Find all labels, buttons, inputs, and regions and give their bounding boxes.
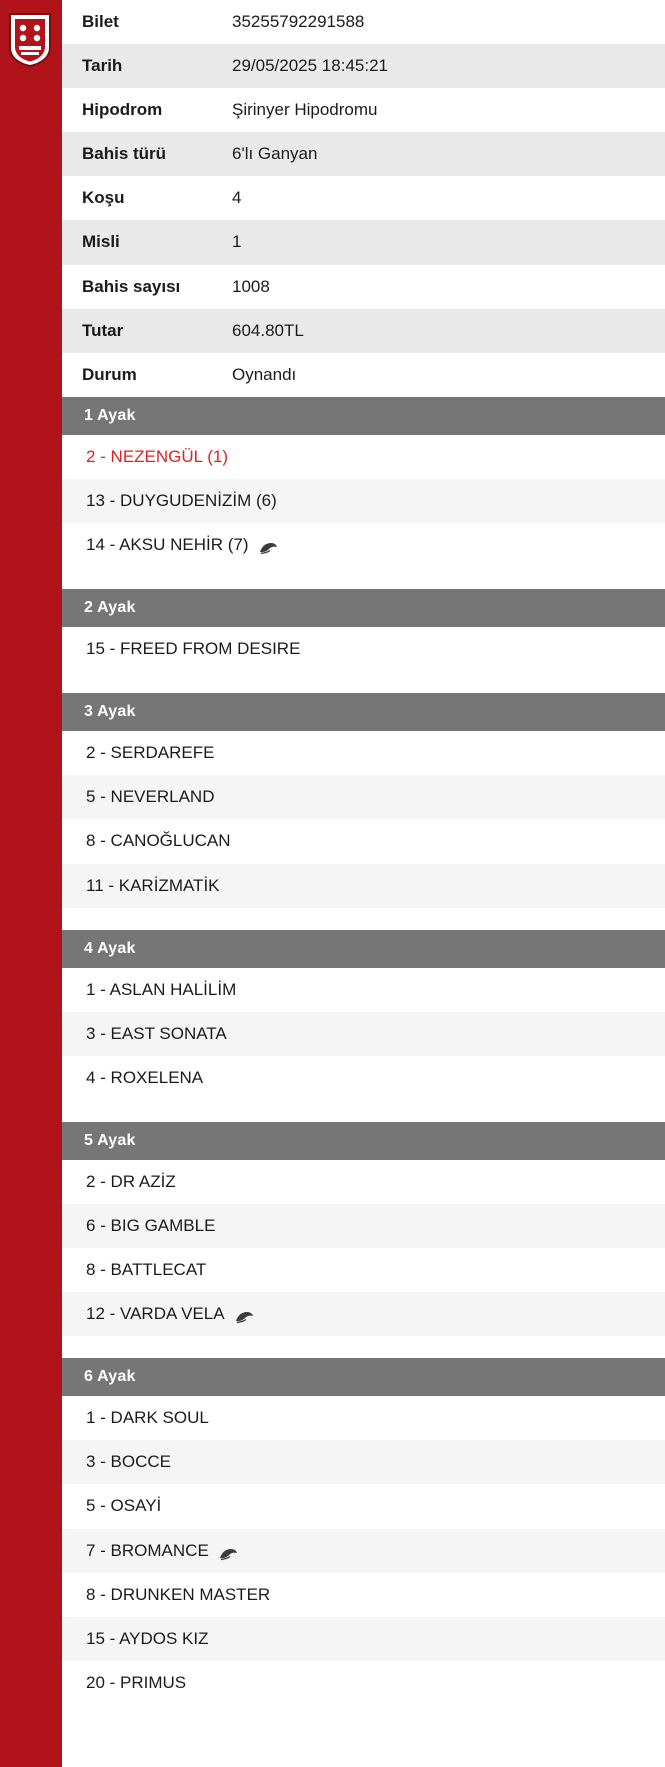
list-item[interactable] (62, 1529, 665, 1573)
info-value: 35255792291588 (232, 12, 365, 31)
list-item[interactable] (62, 1292, 665, 1336)
leg-section (62, 930, 665, 1100)
table-row (62, 0, 665, 44)
leg-header: 1 Ayak (62, 397, 665, 435)
info-value: 6'lı Ganyan (232, 144, 318, 164)
info-label: Bilet (82, 12, 119, 31)
table-row (62, 132, 665, 176)
ticket-content (62, 0, 665, 1767)
info-label: Hipodrom (82, 100, 163, 120)
horse-name: 14 - AKSU NEHİR (7) (86, 535, 249, 555)
horse-name: 1 - DARK SOUL (86, 1408, 209, 1428)
leg-section (62, 1358, 665, 1705)
horse-name: 20 - PRIMUS (86, 1672, 187, 1692)
horse-name: 5 - OSAYİ (86, 1496, 162, 1516)
list-item[interactable] (62, 731, 665, 775)
info-value: Oynandı (232, 364, 297, 384)
info-label: Tarih (82, 56, 123, 76)
horse-name: 3 - EAST SONATA (86, 1023, 227, 1043)
horse-name: 2 - SERDAREFE (86, 743, 215, 763)
table-row (62, 265, 665, 309)
leg-header: 4 Ayak (62, 930, 665, 968)
leg-spacer (62, 567, 665, 589)
table-row (62, 88, 665, 132)
list-item[interactable] (62, 627, 665, 671)
leg-header: 2 Ayak (62, 589, 665, 627)
leg-header: 3 Ayak (62, 693, 665, 731)
list-item[interactable] (62, 1573, 665, 1617)
horse-name: 15 - FREED FROM DESIRE (86, 639, 301, 659)
horse-name: 2 - DR AZİZ (86, 1171, 176, 1191)
info-value: 1008 (232, 276, 270, 296)
horse-name: 7 - BROMANCE (86, 1540, 209, 1560)
info-label: Koşu (82, 188, 125, 208)
leg-spacer (62, 1100, 665, 1122)
list-item[interactable] (62, 1396, 665, 1440)
horse-name: 8 - CANOĞLUCAN (86, 831, 231, 851)
list-item[interactable] (62, 1661, 665, 1705)
table-row (62, 176, 665, 220)
blinker-icon (235, 1308, 254, 1322)
left-rail (0, 0, 62, 1767)
info-value: 1 (232, 232, 242, 252)
horse-name: 1 - ASLAN HALİLİM (86, 979, 237, 999)
list-item[interactable] (62, 1160, 665, 1204)
leg-spacer (62, 1705, 665, 1727)
horse-name: 15 - AYDOS KIZ (86, 1628, 209, 1648)
leg-spacer (62, 1336, 665, 1358)
table-row (62, 44, 665, 88)
info-label: Durum (82, 364, 137, 384)
leg-header: 6 Ayak (62, 1358, 665, 1396)
horse-name: 2 - NEZENGÜL (1) (86, 446, 229, 466)
horse-name: 3 - BOCCE (86, 1452, 172, 1472)
info-label: Bahis sayısı (82, 276, 181, 296)
list-item[interactable] (62, 1248, 665, 1292)
list-item[interactable] (62, 1484, 665, 1528)
info-value: 29/05/2025 18:45:21 (232, 56, 388, 76)
leg-spacer (62, 671, 665, 693)
info-value: 4 (232, 188, 242, 208)
horse-name: 11 - KARİZMATİK (86, 875, 220, 895)
leg-section (62, 1122, 665, 1336)
legs-container (62, 397, 665, 1727)
horse-name: 6 - BIG GAMBLE (86, 1215, 216, 1235)
table-row (62, 353, 665, 397)
list-item[interactable] (62, 968, 665, 1012)
list-item[interactable] (62, 479, 665, 523)
blinker-icon (259, 539, 278, 553)
list-item[interactable] (62, 1440, 665, 1484)
info-value: 604.80TL (232, 320, 304, 340)
leg-section (62, 397, 665, 567)
leg-header: 5 Ayak (62, 1122, 665, 1160)
horse-name: 12 - VARDA VELA (86, 1304, 225, 1324)
list-item[interactable] (62, 775, 665, 819)
ticket-info-table (62, 0, 665, 397)
list-item[interactable] (62, 523, 665, 567)
info-value: Şirinyer Hipodromu (232, 100, 378, 120)
list-item[interactable] (62, 1056, 665, 1100)
horse-name: 8 - DRUNKEN MASTER (86, 1584, 271, 1604)
leg-spacer (62, 908, 665, 930)
besiktas-club-crest-icon (8, 12, 52, 68)
list-item[interactable] (62, 1617, 665, 1661)
list-item[interactable] (62, 864, 665, 908)
list-item[interactable] (62, 435, 665, 479)
horse-name: 13 - DUYGUDENİZİM (6) (86, 490, 277, 510)
horse-name: 5 - NEVERLAND (86, 787, 215, 807)
leg-section (62, 589, 665, 671)
table-row (62, 309, 665, 353)
leg-section (62, 693, 665, 907)
blinker-icon (219, 1545, 238, 1559)
horse-name: 4 - ROXELENA (86, 1067, 204, 1087)
list-item[interactable] (62, 819, 665, 863)
table-row (62, 220, 665, 264)
list-item[interactable] (62, 1012, 665, 1056)
horse-name: 8 - BATTLECAT (86, 1260, 207, 1280)
info-label: Misli (82, 232, 120, 252)
ticket-info-body (62, 0, 665, 397)
info-label: Tutar (82, 320, 124, 340)
list-item[interactable] (62, 1204, 665, 1248)
info-label: Bahis türü (82, 144, 167, 164)
